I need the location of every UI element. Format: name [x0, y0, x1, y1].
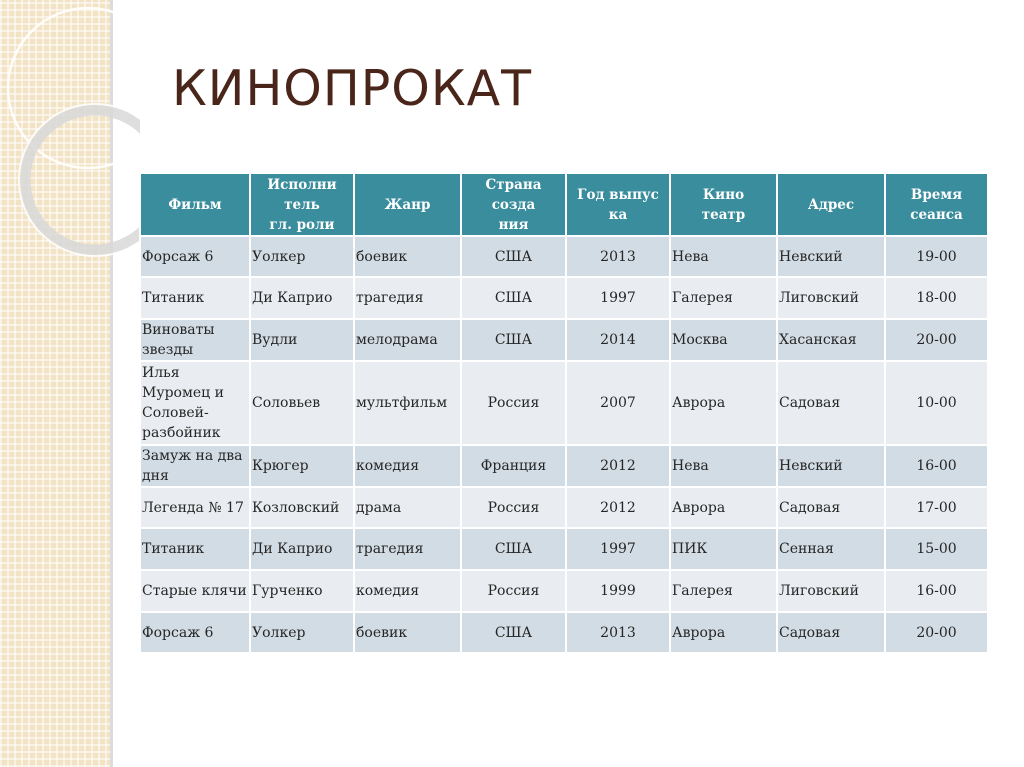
- cell-text: 20-00: [916, 332, 957, 348]
- cell-text: Садовая: [779, 624, 841, 641]
- cell-text: 2012: [600, 499, 636, 516]
- cell-year: [566, 570, 670, 612]
- cell-text: 1997: [600, 290, 636, 306]
- cell-text: Сенная: [779, 541, 834, 557]
- cell-film: [140, 236, 250, 277]
- cell-time: [885, 445, 988, 487]
- cell-text: мелодрама: [356, 332, 438, 348]
- cell-address: [777, 445, 885, 487]
- cell-text: 2014: [600, 332, 636, 348]
- cell-genre: [354, 277, 461, 319]
- table-row: [140, 570, 988, 612]
- cell-text: Ди Каприо: [252, 541, 333, 557]
- cell-address: [777, 361, 885, 445]
- cell-film: [140, 319, 250, 361]
- cell-text: Аврора: [672, 624, 726, 641]
- cell-text: Аврора: [672, 499, 726, 516]
- cell-cinema: [670, 236, 777, 277]
- cell-year: [566, 612, 670, 653]
- cell-film: [140, 528, 250, 570]
- cell-cinema: [670, 487, 777, 528]
- cell-address: [777, 236, 885, 277]
- cell-text: Уолкер: [252, 624, 306, 641]
- header-genre: Жанр: [384, 196, 431, 213]
- cell-genre: [354, 319, 461, 361]
- cell-text: 2012: [600, 458, 636, 474]
- cell-address: [777, 277, 885, 319]
- cell-year: [566, 361, 670, 445]
- table-row: [140, 487, 988, 528]
- cell-actor: [250, 528, 354, 570]
- films-table: [139, 172, 989, 654]
- cell-film: [140, 612, 250, 653]
- cell-actor: [250, 236, 354, 277]
- cell-year: [566, 445, 670, 487]
- table-row: [140, 445, 988, 487]
- cell-film: [140, 570, 250, 612]
- cell-country: [461, 570, 566, 612]
- cell-country: [461, 236, 566, 277]
- cell-text: Илья Муромец и Соловей- разбойник: [142, 365, 224, 441]
- cell-text: 1999: [600, 583, 636, 599]
- cell-text: Соловьев: [252, 395, 321, 411]
- cell-time: [885, 570, 988, 612]
- cell-genre: [354, 612, 461, 653]
- cell-text: комедия: [356, 458, 420, 474]
- cell-film: [140, 445, 250, 487]
- column-header: [566, 173, 670, 236]
- cell-time: [885, 277, 988, 319]
- cell-cinema: [670, 570, 777, 612]
- cell-text: Козловский: [252, 499, 340, 516]
- cell-address: [777, 319, 885, 361]
- cell-actor: [250, 361, 354, 445]
- cell-text: Легенда № 17: [142, 499, 244, 516]
- cell-text: Титаник: [142, 290, 205, 306]
- column-header: [250, 173, 354, 236]
- cell-text: США: [494, 541, 533, 557]
- cell-actor: [250, 612, 354, 653]
- cell-text: боевик: [356, 624, 408, 641]
- column-header: [777, 173, 885, 236]
- cell-text: Форсаж 6: [142, 624, 214, 641]
- cell-genre: [354, 487, 461, 528]
- cell-address: [777, 570, 885, 612]
- cell-text: Вудли: [252, 332, 298, 348]
- cell-cinema: [670, 612, 777, 653]
- cell-text: Ди Каприо: [252, 290, 333, 306]
- cell-cinema: [670, 445, 777, 487]
- cell-actor: [250, 319, 354, 361]
- cell-actor: [250, 570, 354, 612]
- cell-text: драма: [356, 499, 402, 516]
- cell-text: трагедия: [356, 290, 424, 306]
- cell-text: Садовая: [779, 499, 841, 516]
- cell-address: [777, 487, 885, 528]
- cell-text: мультфильм: [356, 395, 448, 411]
- table-row: [140, 319, 988, 361]
- table-row: [140, 236, 988, 277]
- cell-actor: [250, 445, 354, 487]
- cell-text: трагедия: [356, 541, 424, 557]
- cell-time: [885, 487, 988, 528]
- cell-text: Лиговский: [779, 290, 859, 306]
- cell-text: США: [494, 248, 533, 265]
- cell-text: Садовая: [779, 395, 841, 411]
- cell-text: 2007: [600, 395, 636, 411]
- cell-genre: [354, 236, 461, 277]
- cell-genre: [354, 570, 461, 612]
- cell-country: [461, 319, 566, 361]
- cell-text: Хасанская: [779, 332, 857, 348]
- table-row: [140, 528, 988, 570]
- cell-time: [885, 361, 988, 445]
- cell-text: Россия: [487, 395, 540, 411]
- cell-text: 15-00: [916, 541, 957, 557]
- cell-text: Галерея: [672, 290, 733, 306]
- cell-year: [566, 236, 670, 277]
- cell-text: Гурченко: [252, 583, 323, 599]
- header-address: Адрес: [807, 196, 855, 213]
- slide-title: КИНОПРОКАТ: [172, 60, 533, 117]
- cell-text: Москва: [672, 332, 728, 348]
- cell-film: [140, 361, 250, 445]
- cell-cinema: [670, 528, 777, 570]
- cell-text: Замуж на два дня: [142, 448, 243, 484]
- cell-time: [885, 612, 988, 653]
- cell-text: Старые клячи: [142, 583, 247, 599]
- table-row: [140, 612, 988, 653]
- cell-text: США: [494, 290, 533, 306]
- cell-genre: [354, 361, 461, 445]
- cell-text: 18-00: [916, 290, 957, 306]
- table-row: [140, 361, 988, 445]
- cell-text: Форсаж 6: [142, 248, 214, 265]
- cell-text: Невский: [779, 458, 843, 474]
- cell-actor: [250, 277, 354, 319]
- cell-text: ПИК: [672, 541, 708, 557]
- decorative-rings: [0, 0, 140, 260]
- cell-text: США: [494, 332, 533, 348]
- cell-text: 20-00: [916, 624, 957, 641]
- cell-country: [461, 277, 566, 319]
- cell-text: 19-00: [916, 248, 957, 265]
- cell-actor: [250, 487, 354, 528]
- cell-text: Россия: [487, 583, 540, 599]
- cell-text: 1997: [600, 541, 636, 557]
- cell-film: [140, 487, 250, 528]
- cell-time: [885, 528, 988, 570]
- cell-cinema: [670, 319, 777, 361]
- header-cinema: Кино театр: [701, 186, 746, 223]
- cell-country: [461, 487, 566, 528]
- cell-time: [885, 319, 988, 361]
- cell-text: Нева: [672, 248, 709, 265]
- header-film: Фильм: [168, 196, 222, 213]
- cell-text: Нева: [672, 458, 709, 474]
- cell-year: [566, 487, 670, 528]
- header-actor: Исполни тель гл. роли: [267, 176, 337, 233]
- cell-text: Галерея: [672, 583, 733, 599]
- cell-text: 2013: [600, 624, 636, 641]
- cell-year: [566, 277, 670, 319]
- cell-text: 16-00: [916, 458, 957, 474]
- column-header: [670, 173, 777, 236]
- cell-cinema: [670, 277, 777, 319]
- cell-text: Виноваты звезды: [142, 322, 215, 358]
- cell-year: [566, 528, 670, 570]
- table-header-row: [140, 173, 988, 236]
- header-country: Страна созда ния: [485, 176, 542, 233]
- column-header: [461, 173, 566, 236]
- cell-text: Титаник: [142, 541, 205, 557]
- column-header: [140, 173, 250, 236]
- cell-text: 10-00: [916, 395, 957, 411]
- cell-cinema: [670, 361, 777, 445]
- cell-text: Крюгер: [252, 458, 309, 474]
- cell-film: [140, 277, 250, 319]
- column-header: [354, 173, 461, 236]
- cell-text: 2013: [600, 248, 636, 265]
- table-row: [140, 277, 988, 319]
- cell-text: боевик: [356, 248, 408, 265]
- cell-country: [461, 361, 566, 445]
- cell-country: [461, 445, 566, 487]
- cell-text: США: [494, 624, 533, 641]
- cell-text: 17-00: [916, 499, 957, 516]
- cell-genre: [354, 445, 461, 487]
- cell-address: [777, 612, 885, 653]
- cell-country: [461, 528, 566, 570]
- cell-text: Уолкер: [252, 248, 306, 265]
- cell-text: 16-00: [916, 583, 957, 599]
- cell-text: Франция: [480, 458, 547, 474]
- cell-address: [777, 528, 885, 570]
- cell-text: Невский: [779, 248, 843, 265]
- header-time: Время сеанса: [910, 186, 963, 223]
- cell-text: Аврора: [672, 395, 726, 411]
- cell-text: комедия: [356, 583, 420, 599]
- column-header: [885, 173, 988, 236]
- cell-year: [566, 319, 670, 361]
- cell-text: Лиговский: [779, 583, 859, 599]
- cell-country: [461, 612, 566, 653]
- cell-time: [885, 236, 988, 277]
- cell-text: Россия: [487, 499, 540, 516]
- header-year: Год выпус ка: [577, 186, 659, 223]
- cell-genre: [354, 528, 461, 570]
